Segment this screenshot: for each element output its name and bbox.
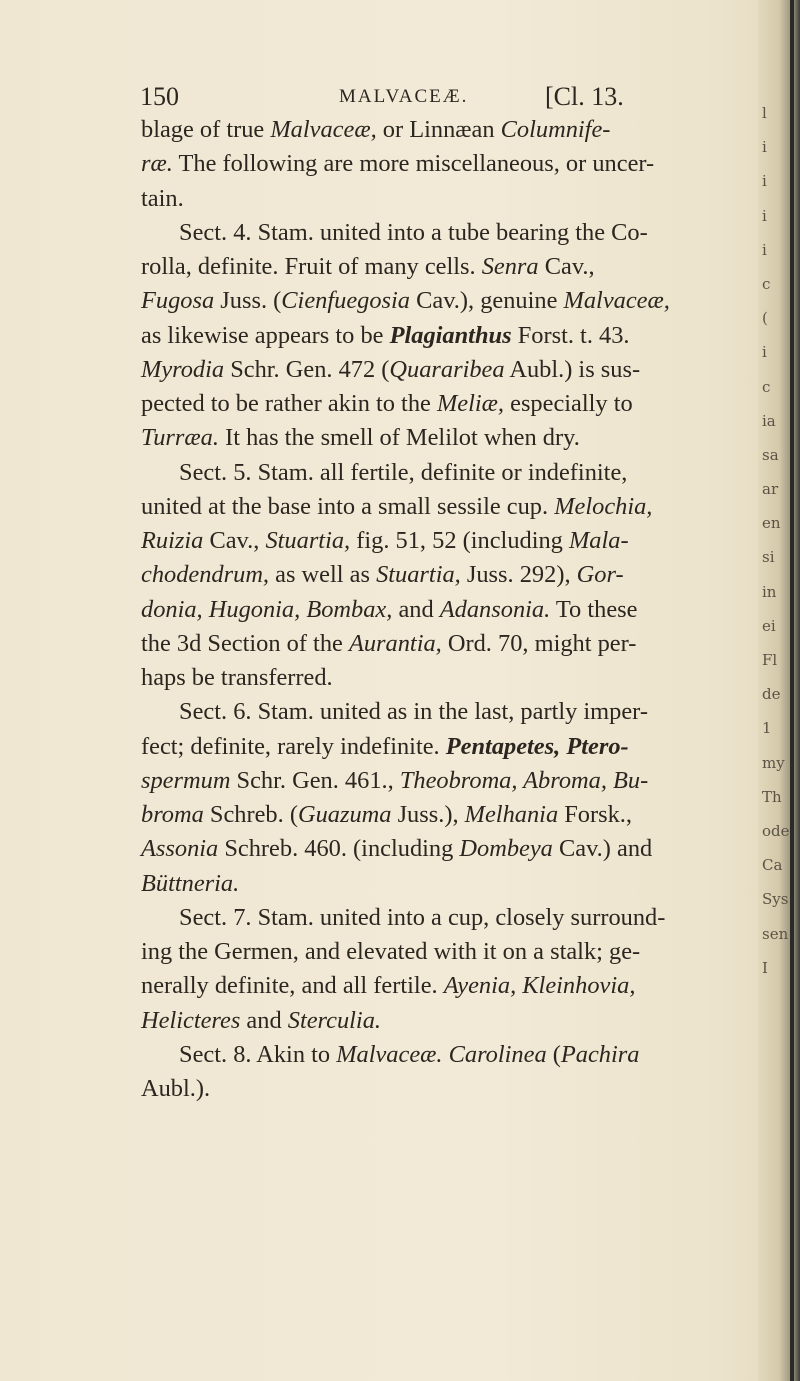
italic-text-run: spermum: [141, 766, 231, 794]
text-run: haps be transferred.: [141, 664, 333, 691]
text-run: Aubl.) is sus-: [504, 355, 641, 383]
italic-text-run: Theobroma, Abroma, Bu-: [399, 766, 649, 794]
text-run: Schreb. 460. (including: [218, 835, 460, 863]
italic-text-run: Pentapetes, Ptero-: [445, 732, 629, 760]
italic-text-run: Carolinea: [448, 1040, 547, 1068]
italic-text-run: Melochia,: [554, 492, 653, 520]
text-run: especially to: [504, 390, 633, 417]
text-run: the 3d Section of the: [141, 629, 349, 657]
text-line: [141, 1004, 763, 1038]
italic-text-run: Büttneria.: [141, 869, 240, 897]
text-run: rolla, definite. Fruit of many cells.: [141, 253, 482, 280]
text-run: Cav.), genuine: [410, 287, 564, 315]
text-run: Schr. Gen. 461.,: [230, 766, 400, 794]
text-line: [141, 969, 763, 1003]
text-line: [141, 421, 763, 455]
text-run: Sect. 4. Stam. united into a tube bearing the Co-: [179, 218, 648, 246]
italic-text-run: Columnife-: [500, 116, 611, 143]
italic-text-run: Stuartia,: [265, 527, 351, 554]
italic-text-run: Helicteres: [141, 1006, 241, 1034]
edge-letter: sa: [762, 445, 779, 464]
edge-letter: si: [762, 548, 775, 567]
text-line: [141, 113, 763, 147]
text-run: Forst. t. 43.: [511, 321, 630, 349]
italic-text-run: Gor-: [576, 561, 624, 589]
text-line: [141, 935, 763, 969]
edge-letter: 1: [762, 719, 772, 738]
text-line: [141, 558, 763, 592]
edge-letter: Sys: [762, 890, 789, 909]
text-line: [141, 456, 763, 490]
italic-text-run: Myrodia: [141, 355, 225, 383]
edge-letter: ia: [762, 411, 776, 430]
text-run: pected to be rather akin to the: [141, 390, 437, 417]
edge-letter: Ca: [762, 856, 783, 875]
text-run: Juss.),: [391, 801, 465, 828]
italic-text-run: broma: [141, 801, 204, 828]
text-line: [141, 695, 763, 729]
italic-text-run: ræ.: [141, 150, 173, 178]
text-line: [141, 764, 763, 798]
italic-text-run: Fugosa: [141, 287, 215, 315]
text-run: blage of true: [141, 116, 271, 143]
text-run: nerally definite, and all fertile.: [141, 972, 444, 1000]
text-line: [141, 661, 763, 695]
text-line: [141, 182, 763, 216]
text-line: [141, 147, 763, 181]
italic-text-run: donia, Hugonia, Bombax,: [141, 595, 393, 623]
page-number: 150: [140, 82, 179, 111]
text-run: Sect. 7. Stam. united into a cup, closely surround-: [179, 903, 666, 931]
italic-text-run: Mala-: [568, 527, 629, 554]
text-run: Sect. 5. Stam. all fertile, definite or indefinite,: [179, 458, 628, 486]
text-run: Sect. 8. Akin to: [179, 1040, 337, 1068]
text-run: Schr. Gen. 472 (: [224, 355, 390, 383]
italic-text-run: Malvaceæ.: [336, 1040, 443, 1068]
text-run: It has the smell of Melilot when dry.: [218, 424, 580, 452]
text-run: Aubl.).: [141, 1075, 211, 1102]
italic-text-run: Cienfuegosia: [281, 287, 410, 315]
italic-text-run: Assonia: [141, 835, 219, 863]
text-line: [141, 627, 763, 661]
text-run: or Linnæan: [376, 116, 501, 143]
italic-text-run: Melhania: [464, 801, 559, 828]
text-run: tain.: [141, 184, 184, 212]
italic-text-run: Guazuma: [297, 801, 392, 828]
text-line: [141, 284, 763, 318]
italic-text-run: Ayenia, Kleinhovia,: [443, 972, 636, 1000]
text-line: [141, 593, 763, 627]
text-line: [141, 319, 763, 353]
edge-letter: my: [762, 753, 785, 772]
text-run: ing the Germen, and elevated with it on a stalk; ge-: [141, 938, 641, 965]
text-run: and: [392, 595, 440, 623]
text-line: [141, 1038, 763, 1072]
text-run: Schreb. (: [203, 801, 298, 828]
text-run: and: [240, 1006, 288, 1034]
edge-letter: I: [762, 958, 768, 977]
text-run: Juss. 292),: [460, 561, 577, 589]
text-line: [141, 490, 763, 524]
italic-text-run: Aurantia,: [348, 629, 442, 657]
italic-text-run: Plagianthus: [389, 321, 512, 349]
text-line: [141, 832, 763, 866]
italic-text-run: Stuartia,: [376, 561, 461, 589]
italic-text-run: Sterculia.: [287, 1006, 382, 1034]
text-line: [141, 353, 763, 387]
italic-text-run: Ruizia: [141, 527, 204, 554]
italic-text-run: Dombeya: [459, 835, 553, 863]
edge-letter: Fl: [762, 651, 778, 669]
edge-letter: ode: [762, 821, 790, 840]
edge-letter: c: [762, 274, 771, 293]
text-run: Forsk.,: [558, 801, 633, 828]
text-line: [141, 524, 763, 558]
text-line: [141, 1072, 763, 1106]
class-reference: [Cl. 13.: [545, 82, 624, 111]
text-run: Juss. (: [214, 287, 282, 315]
edge-letter: i: [762, 343, 767, 362]
text-run: fig. 51, 52 (including: [350, 527, 569, 554]
text-run: (: [546, 1040, 561, 1068]
text-run: Ord. 70, might per-: [441, 629, 637, 657]
italic-text-run: Turræa.: [141, 424, 219, 452]
text-line: [141, 867, 763, 901]
italic-text-run: Adansonia.: [439, 595, 551, 623]
edge-letter: i: [762, 206, 767, 225]
text-run: To these: [550, 595, 638, 623]
edge-letter: ar: [762, 480, 779, 499]
text-line: [141, 250, 763, 284]
edge-letter: ei: [762, 616, 776, 635]
italic-text-run: Malvaceæ,: [270, 116, 377, 143]
facing-page-letters: [762, 96, 792, 985]
text-run: fect; definite, rarely indefinite.: [141, 732, 446, 760]
text-line: [141, 387, 763, 421]
page-header: [140, 82, 762, 112]
text-run: as likewise appears to be: [141, 321, 390, 349]
running-title: MALVACEÆ.: [339, 86, 469, 107]
italic-text-run: chodendrum,: [141, 561, 270, 589]
italic-text-run: Pachira: [560, 1040, 640, 1068]
text-run: The following are more miscellaneous, or uncer-: [172, 150, 655, 178]
italic-text-run: Meliæ,: [436, 390, 505, 417]
edge-letter: (: [762, 309, 768, 328]
text-run: Sect. 6. Stam. united as in the last, partly imper-: [179, 698, 648, 726]
text-run: Cav.,: [538, 253, 595, 280]
body-text: [141, 113, 763, 1106]
text-line: [141, 798, 763, 832]
text-run: Cav.,: [203, 527, 266, 554]
edge-letter: in: [762, 582, 777, 601]
text-line: [141, 730, 763, 764]
text-run: as well as: [269, 561, 377, 589]
text-line: [141, 216, 763, 250]
edge-letter: i: [762, 172, 767, 191]
edge-letter: c: [762, 377, 771, 396]
edge-letter: l: [762, 104, 767, 122]
edge-letter: de: [762, 685, 781, 704]
edge-letter: i: [762, 138, 767, 157]
italic-text-run: Quararibea: [389, 355, 505, 383]
edge-letter: sen: [762, 924, 789, 943]
text-line: [141, 901, 763, 935]
italic-text-run: Malvaceæ,: [563, 287, 670, 315]
edge-letter: Th: [762, 787, 782, 806]
text-run: Cav.) and: [552, 835, 653, 863]
text-run: united at the base into a small sessile cup.: [141, 492, 555, 520]
edge-letter: en: [762, 514, 781, 533]
edge-letter: i: [762, 240, 767, 259]
binding-shadow: [790, 0, 794, 1381]
italic-text-run: Senra: [481, 253, 539, 280]
